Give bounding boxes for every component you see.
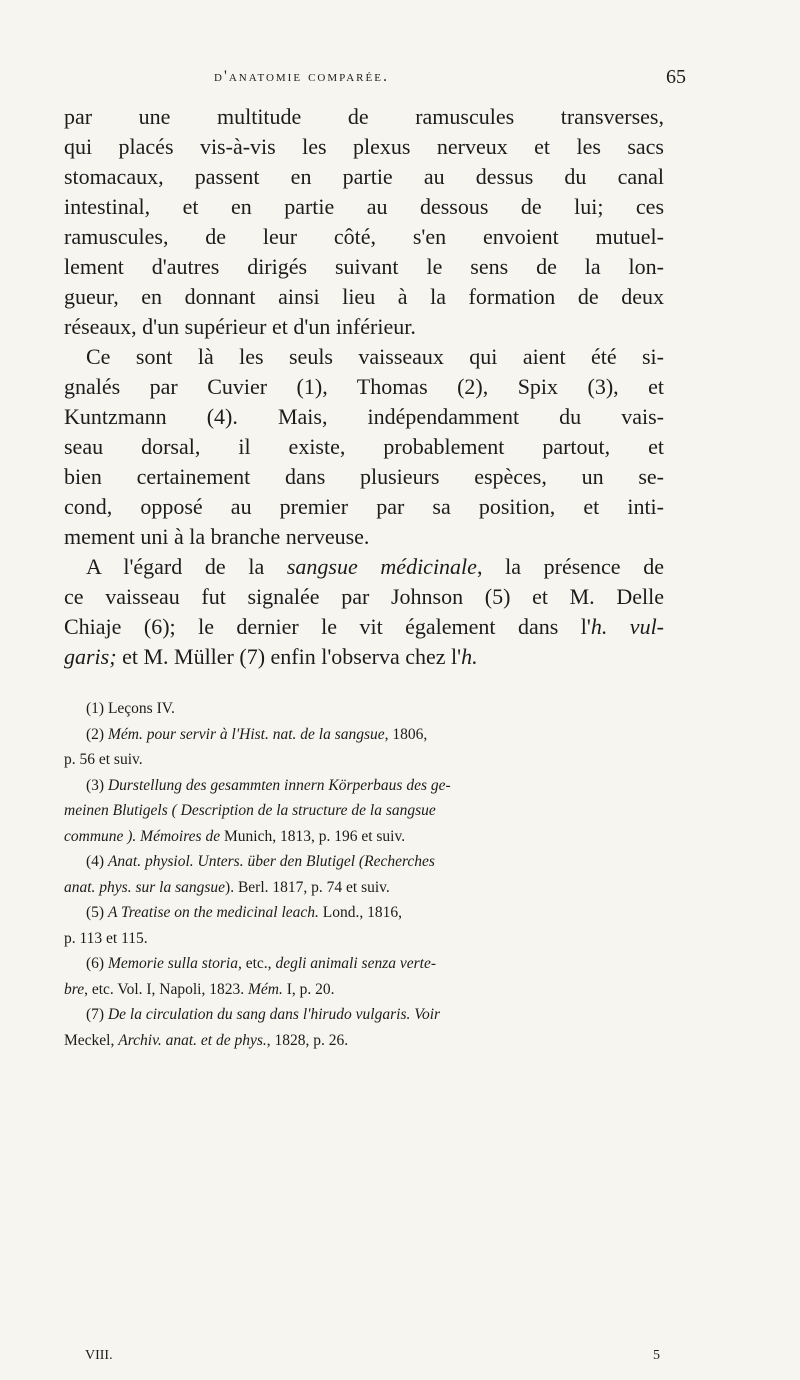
text-line <box>64 552 664 582</box>
footnote-continuation <box>64 977 664 1003</box>
footnote <box>64 1002 664 1028</box>
text-line: ce vaisseau fut signalée par Johnson (5) et M. Delle <box>64 584 664 609</box>
italic-title: De la circulation du sang dans l'hirudo vulgaris. Voir <box>107 1006 441 1023</box>
italic-title: commune ). Mémoires de <box>64 827 221 845</box>
text-span: (7) <box>86 1006 108 1023</box>
italic-term: h. <box>461 644 478 669</box>
text-line <box>64 642 664 672</box>
text-line: gueur, en donnant ainsi lieu à la formation de deux <box>64 284 664 309</box>
body-text <box>64 102 664 672</box>
footnote-continuation: p. 56 et suiv. <box>64 751 143 768</box>
footnote <box>64 722 664 748</box>
italic-title: anat. phys. sur la sangsue <box>64 878 226 896</box>
italic-title: Memorie sulla storia, <box>107 955 242 972</box>
footnotes <box>64 696 664 1053</box>
footnote <box>64 849 664 875</box>
footnote-continuation: meinen Blutigels ( Description de la structure de la sangsue <box>64 802 436 819</box>
text-span: I, p. 20. <box>282 980 335 998</box>
book-page <box>64 66 686 1053</box>
signature-number: 5 <box>653 1348 660 1363</box>
text-span: Munich, 1813, p. 196 et suiv. <box>220 827 406 845</box>
italic-title: bre <box>64 980 85 998</box>
text-line: stomacaux, passent en partie au dessus du canal <box>64 164 664 189</box>
text-line: réseaux, d'un supérieur et d'un inférieur. <box>64 314 416 339</box>
italic-title: degli animali senza verte- <box>275 955 437 972</box>
text-line <box>64 612 664 642</box>
text-line: Kuntzmann (4). Mais, indépendamment du vais- <box>64 404 664 429</box>
page-number: 65 <box>666 66 686 88</box>
text-span: , 1828, p. 26. <box>266 1031 349 1049</box>
italic-title: Mém. <box>247 980 283 998</box>
footnote-continuation <box>64 875 664 901</box>
text-line: bien certainement dans plusieurs espèces, un se- <box>64 464 664 489</box>
footnote <box>64 773 664 799</box>
text-line: par une multitude de ramuscules transverses, <box>64 104 664 129</box>
running-title: d'anatomie comparée. <box>214 68 389 85</box>
text-span: (6) <box>86 955 108 972</box>
text-span: (2) <box>86 725 108 743</box>
text-line: gnalés par Cuvier (1), Thomas (2), Spix (3), et <box>64 374 664 399</box>
italic-term: sangsue médicinale <box>286 554 477 579</box>
italic-title: Durstellung des gesammten innern Körperbaus des ge- <box>107 776 451 794</box>
italic-title: Archiv. anat. et de phys. <box>118 1031 267 1049</box>
footnote-continuation: p. 113 et 115. <box>64 929 148 947</box>
text-span: , etc. Vol. I, Napoli, 1823. <box>84 980 248 998</box>
footnote <box>64 951 664 977</box>
text-line: cond, opposé au premier par sa position, et inti- <box>64 494 664 519</box>
footnote-continuation <box>64 824 664 850</box>
text-line: qui placés vis-à-vis les plexus nerveux et les sacs <box>64 134 664 159</box>
text-line: Ce sont là les seuls vaisseaux qui aient été si- <box>86 344 664 369</box>
text-line: intestinal, et en partie au dessous de lui; ces <box>64 194 664 219</box>
text-span: A l'égard de la <box>86 554 287 579</box>
italic-title: Mém. pour servir à l'Hist. nat. de la sangsue <box>107 725 385 743</box>
footnote: (1) Leçons IV. <box>86 700 175 717</box>
footnote-continuation <box>64 1028 664 1054</box>
text-span: Meckel, <box>64 1031 119 1049</box>
text-span: (4) <box>86 853 108 870</box>
text-span: ). Berl. 1817, p. 74 et suiv. <box>225 878 390 896</box>
page-header <box>64 66 686 98</box>
text-span: Lond., 1816, <box>318 904 402 921</box>
text-line: mement uni à la branche nerveuse. <box>64 524 370 549</box>
italic-title: A Treatise on the medicinal leach. <box>107 904 319 921</box>
italic-term: garis; <box>64 644 117 669</box>
text-span: , la présence de <box>476 554 664 579</box>
footnote <box>64 900 664 926</box>
italic-term: h. vul- <box>590 614 665 639</box>
text-span: etc., <box>241 955 276 972</box>
text-line: ramuscules, de leur côté, s'en envoient mutuel- <box>64 224 664 249</box>
text-span: (3) <box>86 776 108 794</box>
text-span: (5) <box>86 904 108 921</box>
text-line: seau dorsal, il existe, probablement partout, et <box>64 434 664 459</box>
text-span: , 1806, <box>384 725 428 743</box>
italic-title: Anat. physiol. Unters. über den Blutigel (Recherches <box>107 853 435 870</box>
text-span: et M. Müller (7) enfin l'observa chez l' <box>116 644 462 669</box>
text-span: Chiaje (6); le dernier le vit également dans l' <box>64 614 591 639</box>
text-line: lement d'autres dirigés suivant le sens de la lon- <box>64 254 664 279</box>
signature-mark: VIII. <box>85 1348 113 1363</box>
